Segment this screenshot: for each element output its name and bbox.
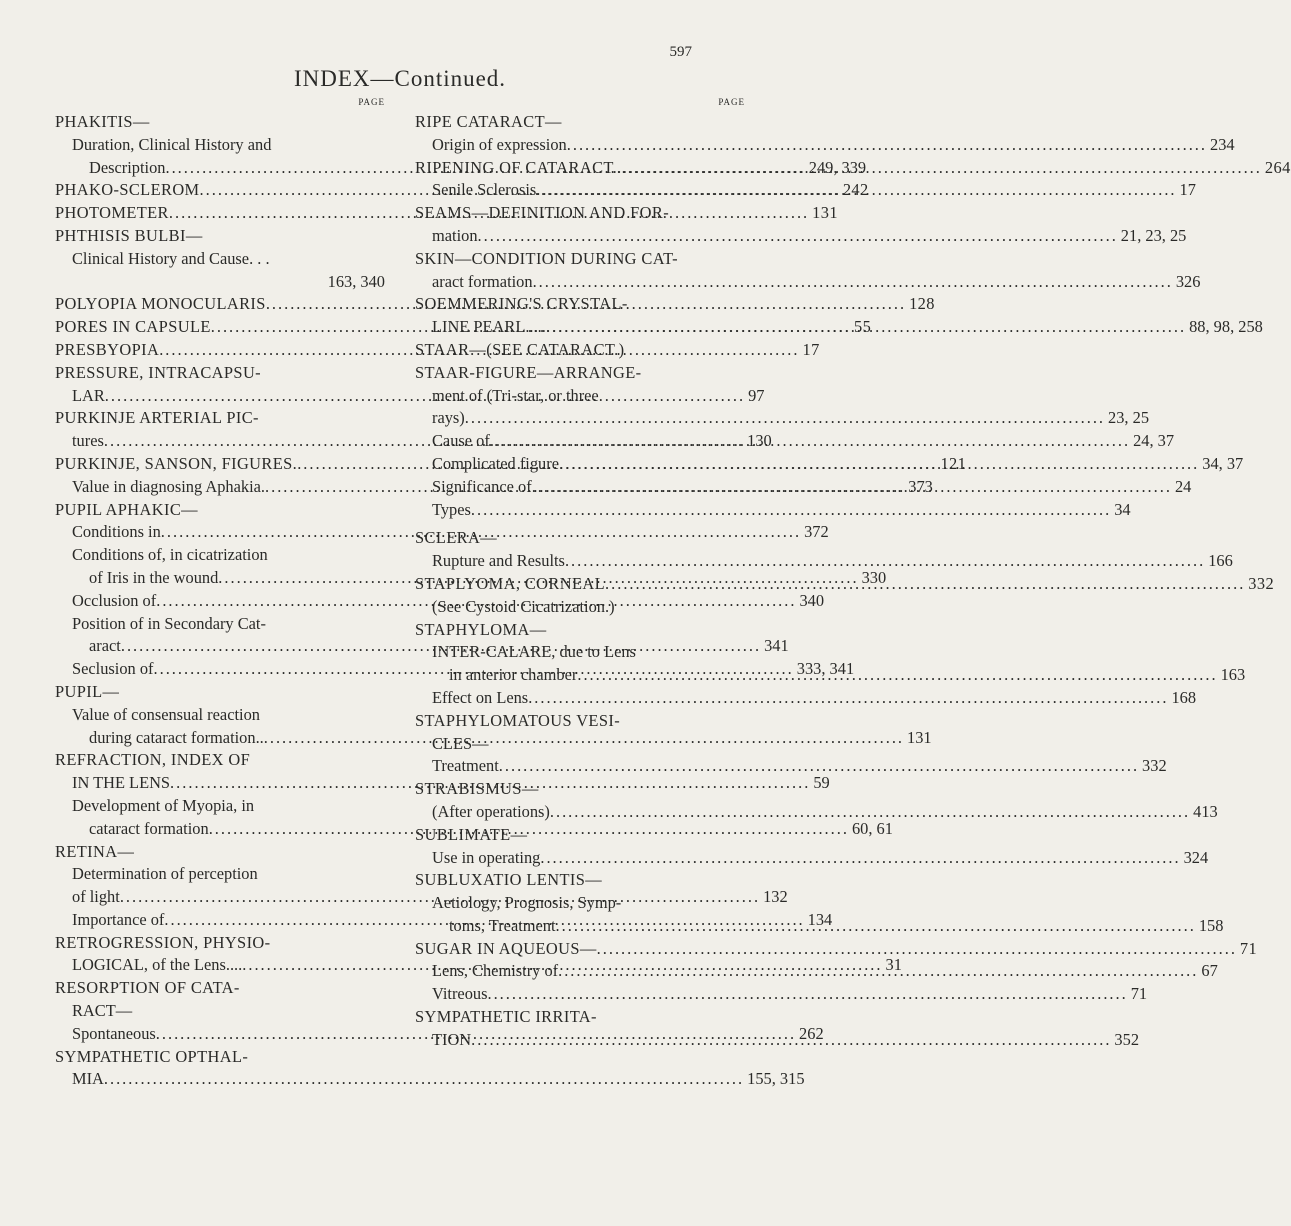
entry-text: Senile Sclerosis	[432, 180, 537, 200]
entry-text: PHAKITIS—	[55, 112, 150, 131]
entry-text: Value in diagnosing Aphakia.	[72, 476, 266, 496]
page-reference: 71	[1130, 984, 1148, 1004]
index-heading	[415, 824, 745, 847]
entry-text: PUPIL APHAKIC—	[55, 499, 198, 519]
entry-text: RESORPTION OF CATA-	[55, 978, 240, 998]
page-reference: 24, 37	[1133, 431, 1175, 451]
page-reference: 332	[1248, 573, 1275, 593]
index-heading	[55, 1046, 385, 1069]
index-heading	[415, 362, 745, 385]
entry-text: SUGAR IN AQUEOUS—	[415, 938, 597, 958]
leader-dots	[567, 134, 1207, 157]
page-reference: 332	[1142, 756, 1167, 776]
page-reference: 88, 98, 258	[1189, 317, 1263, 337]
page-reference: 168	[1171, 687, 1197, 707]
entry-text: Origin of expression	[432, 134, 567, 154]
index-entry	[415, 755, 1167, 778]
index-heading	[55, 111, 385, 134]
index-heading	[415, 339, 745, 362]
page-reference: 341	[764, 636, 789, 656]
page-reference: 60, 61	[851, 818, 893, 838]
page-reference: 262	[799, 1023, 824, 1043]
leader-dots	[577, 664, 1217, 687]
page-reference: 17	[802, 339, 820, 359]
index-heading	[415, 619, 745, 642]
entry-text: Vitreous	[432, 984, 488, 1004]
entry-text: Rupture and Results	[432, 551, 565, 571]
page-reference: 34	[1114, 499, 1131, 519]
entry-text: during cataract formation..	[89, 727, 264, 747]
page-reference: 324	[1183, 847, 1209, 867]
page-reference: 121	[940, 453, 967, 473]
entry-text: (See Cystoid Cicatrization.)	[432, 596, 615, 616]
page-reference: 234	[1210, 134, 1235, 154]
leader-dots	[471, 1029, 1111, 1052]
page-reference: 166	[1208, 551, 1233, 571]
entry-text: PRESSURE, INTRACAPSU-	[55, 362, 262, 382]
entry-text: SOEMMERING'S CRYSTAL-	[415, 294, 628, 314]
entry-text: Complicated figure	[432, 453, 559, 473]
entry-text: cataract formation	[89, 818, 209, 838]
leader-dots	[499, 755, 1139, 778]
page-reference: 128	[909, 294, 935, 314]
entry-text: Occlusion of	[72, 590, 157, 610]
entry-text: Description	[89, 157, 166, 177]
page-reference: 372	[804, 522, 829, 542]
page-reference: 59	[813, 773, 830, 793]
page-reference: 24	[1174, 476, 1192, 496]
index-heading	[415, 202, 745, 225]
index-entry	[55, 271, 385, 294]
entry-text: TION	[432, 1029, 472, 1049]
page-reference: 132	[763, 887, 788, 907]
entry-text: CLES—	[432, 733, 489, 753]
index-heading	[415, 248, 745, 271]
entry-text: tures	[72, 431, 104, 451]
entry-text: SKIN—CONDITION DURING CAT-	[415, 248, 678, 268]
page-reference: 23, 25	[1108, 408, 1150, 428]
index-heading	[55, 225, 385, 248]
leader-dots	[471, 499, 1111, 522]
entry-text: IN THE LENS	[72, 773, 171, 793]
page-reference: 134	[807, 909, 833, 929]
index-entry	[55, 795, 385, 818]
index-entry	[55, 248, 385, 271]
entry-text: PHOTOMETER	[55, 203, 169, 223]
index-heading	[415, 710, 745, 733]
page-reference: 333, 341	[796, 659, 855, 679]
entry-text: Duration, Clinical History and	[72, 134, 272, 154]
index-entry	[415, 225, 1187, 248]
page-reference: 242	[842, 180, 869, 200]
index-entry	[415, 596, 745, 619]
entry-text: Importance of	[72, 909, 165, 929]
page-reference: 131	[907, 727, 932, 747]
index-entry	[415, 499, 1131, 522]
entry-text: RIPE CATARACT—	[415, 112, 562, 131]
index-entry	[55, 704, 385, 727]
entry-text: REFRACTION, INDEX OF	[55, 750, 251, 770]
entry-text: STAAR-FIGURE—ARRANGE-	[415, 362, 642, 382]
page-reference: 249, 339	[808, 157, 867, 177]
entry-text: PORES IN CAPSULE	[55, 317, 211, 337]
entry-text: LOGICAL, of the Lens....	[72, 955, 243, 975]
entry-text: mation	[432, 225, 478, 245]
index-entry	[415, 134, 1235, 157]
index-heading	[55, 499, 385, 522]
page-column-label: PAGE	[718, 97, 745, 107]
entry-text: SUBLIMATE—	[415, 824, 528, 844]
entry-text: MIA	[72, 1069, 104, 1089]
page-reference: 21, 23, 25	[1120, 225, 1187, 245]
index-entry	[415, 847, 1209, 870]
entry-text: Value of consensual reaction	[72, 704, 260, 724]
entry-text: aract formation	[432, 271, 533, 291]
index-entry	[55, 1000, 385, 1023]
index-heading	[415, 1006, 745, 1029]
page-number: 597	[669, 44, 692, 60]
entry-text: Conditions in	[72, 522, 161, 542]
entry-text: Development of Myopia, in	[72, 795, 255, 815]
entry-text: Determination of perception	[72, 864, 258, 884]
entry-text: toms, Treatment	[449, 915, 556, 935]
leader-dots	[558, 960, 1198, 983]
index-heading	[415, 293, 745, 316]
entry-text: SUBLUXATIO LENTIS—	[415, 870, 603, 890]
index-entry	[415, 983, 1148, 1006]
page-reference: 326	[1175, 271, 1201, 291]
index-entry	[415, 733, 745, 756]
index-heading	[415, 527, 745, 550]
entry-text: Aetiology, Prognosis, Symp-	[432, 893, 622, 913]
leader-dots	[559, 453, 1199, 476]
page-reference: 71	[1239, 938, 1258, 958]
page-reference: 163	[1220, 665, 1246, 685]
entry-text: SCLERA—	[415, 528, 498, 548]
index-entry	[55, 134, 385, 157]
entry-text: Types	[432, 499, 471, 519]
entry-text: Spontaneous	[72, 1023, 156, 1043]
entry-text: Conditions of, in cicatrization	[72, 545, 268, 565]
entry-text: ment of (Tri-star, or three	[432, 385, 599, 405]
index-entry	[415, 892, 745, 915]
page-reference: 34, 37	[1202, 453, 1244, 473]
index-heading	[55, 749, 385, 772]
entry-text: POLYOPIA MONOCULARIS	[55, 294, 266, 314]
index-heading	[415, 869, 745, 892]
entry-text: Use in operating	[432, 847, 541, 867]
entry-text: Seclusion of	[72, 659, 154, 679]
page-reference: 155, 315	[747, 1069, 805, 1089]
entry-text: LAR	[72, 385, 105, 405]
entry-text: STRABISMUS—	[415, 779, 539, 799]
index-entry	[415, 407, 1150, 430]
page-reference: 163, 340	[327, 271, 385, 291]
entry-text: of Iris in the wound	[89, 567, 219, 587]
index-heading	[415, 111, 745, 134]
entry-text: Clinical History and Cause. . .	[72, 248, 270, 268]
index-heading	[415, 938, 1258, 961]
leader-dots	[556, 915, 1196, 938]
index-entry	[415, 385, 745, 408]
leader-dots	[532, 476, 1172, 499]
index-heading	[415, 778, 745, 801]
index-heading	[55, 932, 385, 955]
leader-dots	[565, 550, 1205, 573]
entry-text: RIPENING OF CATARACT..	[415, 157, 622, 177]
index-entry	[55, 544, 385, 567]
entry-text: PHTHISIS BULBI—	[55, 225, 203, 245]
page-header: INDEX—Continued.	[293, 66, 507, 91]
leader-dots	[536, 179, 1176, 202]
page-reference: 67	[1201, 961, 1218, 981]
page-reference: 17	[1179, 180, 1196, 200]
leader-dots	[597, 938, 1237, 961]
leader-dots	[478, 225, 1118, 248]
entry-text: STAAR—(SEE CATARACT.)	[415, 339, 625, 359]
leader-dots	[487, 983, 1127, 1006]
entry-text: RACT—	[72, 1001, 133, 1021]
page-reference: 130	[747, 431, 772, 451]
entry-text: LINE PEARL.....	[432, 317, 546, 337]
entry-text: in anterior chamber	[449, 665, 578, 685]
entry-text: SYMPATHETIC IRRITA-	[415, 1007, 597, 1027]
index-entry	[415, 641, 745, 664]
entry-text: (After operations)	[432, 801, 550, 821]
entry-text: SEAMS—DEFINITION AND FOR-	[415, 203, 670, 223]
leader-dots	[533, 271, 1173, 294]
index-entry	[415, 550, 1233, 573]
index-heading	[55, 362, 385, 385]
entry-text: Position of in Secondary Cat-	[72, 613, 266, 633]
entry-text: Cause of	[432, 431, 490, 451]
page-reference: 340	[799, 590, 825, 610]
leader-dots	[546, 316, 1186, 339]
index-heading	[55, 841, 385, 864]
leader-dots	[528, 687, 1168, 710]
page-column-label: PAGE	[358, 97, 385, 107]
index-entry	[55, 863, 385, 886]
page-reference: 31	[885, 955, 902, 975]
index-entry	[415, 271, 1201, 294]
page-reference: 55	[854, 317, 872, 337]
page-reference: 97	[748, 385, 765, 405]
leader-dots	[490, 430, 1130, 453]
entry-text: PURKINJE ARTERIAL PIC-	[55, 408, 259, 428]
entry-text: Lens, Chemistry of	[432, 961, 559, 981]
index-heading	[55, 407, 385, 430]
page-reference: 352	[1114, 1029, 1140, 1049]
entry-text: of light	[72, 887, 120, 907]
entry-text: STAPHYLOMA—	[415, 619, 547, 639]
entry-text: PURKINJE, SANSON, FIGURES.	[55, 453, 298, 473]
entry-text: Effect on Lens	[432, 687, 529, 707]
entry-text: PHAKO-SCLEROM	[55, 180, 200, 200]
leader-dots	[540, 847, 1180, 870]
leader-dots	[550, 801, 1190, 824]
entry-text: STAPLYOMA, CORNEAL	[415, 573, 606, 593]
page-reference: 131	[812, 203, 838, 223]
entry-text: aract	[89, 636, 121, 656]
entry-text: RETROGRESSION, PHYSIO-	[55, 932, 271, 952]
page-reference: 373	[908, 476, 933, 496]
index-heading	[55, 681, 385, 704]
leader-dots	[465, 407, 1105, 430]
entry-text: PRESBYOPIA	[55, 339, 160, 359]
index-heading	[55, 977, 385, 1000]
index-entry	[55, 1068, 805, 1091]
entry-text: PUPIL—	[55, 681, 120, 701]
entry-text: SYMPATHETIC OPTHAL-	[55, 1046, 249, 1066]
leader-dots	[605, 573, 1245, 596]
entry-text: RETINA—	[55, 841, 135, 861]
index-entry	[55, 613, 385, 636]
entry-text: Significance of	[432, 476, 532, 496]
index-entry	[415, 801, 1218, 824]
page-reference: 158	[1198, 915, 1224, 935]
index-entry	[415, 687, 1197, 710]
entry-text: STAPHYLOMATOUS VESI-	[415, 710, 621, 730]
page-reference: 413	[1193, 801, 1218, 821]
entry-text: Treatment	[432, 756, 499, 776]
entry-text: INTER-CALARE, due to Lens	[432, 642, 636, 662]
leader-dots	[622, 157, 1262, 180]
leader-dots	[104, 1068, 744, 1091]
entry-text: rays)	[432, 408, 465, 428]
page-reference: 264	[1264, 157, 1291, 177]
page-reference: 330	[861, 567, 887, 587]
